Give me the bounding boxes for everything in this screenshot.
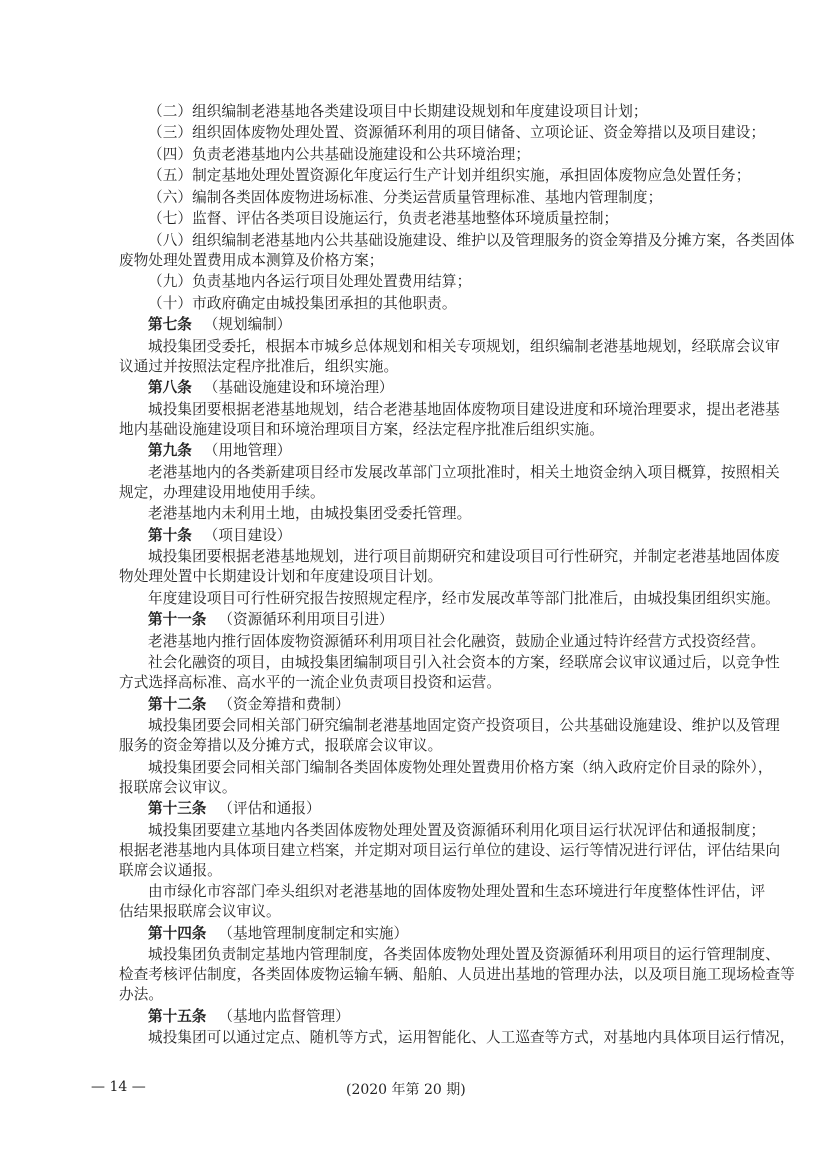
text-line: （八）组织编制老港基地内公共基础设施建设、维护以及管理服务的资金筹措及分摊方案，各类固体: [148, 231, 795, 249]
text-line: 议通过并按照法定程序批准后，组织实施。: [119, 357, 399, 375]
text-line: 联席会议通报。: [119, 861, 222, 879]
paragraph: [119, 272, 709, 292]
article-heading: [119, 526, 709, 546]
text-line: 年度建设项目可行性研究报告按照规定程序，经市发展改革等部门批准后，由城投集团组织实施。: [148, 589, 780, 607]
article-title: （资金筹措和费制）: [218, 695, 350, 713]
text-line: 城投集团要会同相关部门研究编制老港基地固定资产投资项目，公共基础设施建设、维护以及管理: [148, 717, 780, 734]
text-line: （九）负责基地内各运行项目处理处置费用结算；: [148, 273, 472, 290]
text-line: （六）编制各类固体废物进场标准、分类运营质量管理标准、基地内管理制度；: [148, 188, 663, 206]
paragraph: [119, 231, 795, 271]
paragraph: [119, 821, 781, 881]
paragraph: [119, 463, 780, 503]
text-line: 城投集团受委托，根据本市城乡总体规划和相关专项规划，组织编制老港基地规划，经联席会议审: [148, 337, 780, 355]
paragraph: [119, 145, 709, 165]
paragraph: [119, 166, 751, 186]
text-line: 城投集团可以通过定点、随机等方式，运用智能化、人工巡查等方式，对基地内具体项目运行情况，: [148, 1029, 795, 1046]
article-heading: [119, 441, 709, 461]
paragraph: [119, 758, 773, 798]
text-line: 城投集团要根据老港基地规划，结合老港基地固体废物项目建设进度和环境治理要求，提出老港基: [148, 400, 780, 418]
text-line: 废物处理处置费用成本测算及价格方案；: [119, 251, 384, 269]
paragraph: [119, 882, 766, 922]
paragraph: [119, 945, 795, 1005]
text-line: 老港基地内未利用土地，由城投集团受委托管理。: [148, 505, 472, 522]
text-line: 服务的资金筹措以及分摊方式，报联席会议审议。: [119, 737, 443, 754]
article-number: 第十五条: [148, 1007, 207, 1025]
paragraph: [119, 504, 709, 524]
paragraph: [119, 547, 780, 587]
article-heading: [119, 799, 709, 819]
paragraph: [119, 632, 766, 652]
article-heading: [119, 315, 709, 335]
paragraph: [119, 188, 709, 208]
text-line: 检查考核评估制度，各类固体废物运输车辆、船舶、人员进出基地的管理办法，以及项目施工现场检查等: [119, 966, 795, 983]
article-title: （基地管理制度制定和实施）: [218, 924, 409, 942]
text-line: 老港基地内的各类新建项目经市发展改革部门立项批准时，相关土地资金纳入项目概算，按照相关: [148, 463, 780, 481]
text-line: 估结果报联席会议审议。: [119, 903, 281, 920]
paragraph: [119, 102, 709, 122]
text-line: 城投集团负责制定基地内管理制度，各类固体废物处理处置及资源循环利用项目的运行管理制度、: [148, 946, 780, 963]
article-title: （项目建设）: [203, 526, 292, 544]
text-line: 物处理处置中长期建设计划和年度建设项目计划。: [119, 568, 443, 585]
paragraph: [119, 337, 780, 377]
text-line: （四）负责老港基地内公共基础设施建设和公共环境治理；: [148, 145, 531, 163]
text-line: 城投集团要根据老港基地规划，进行项目前期研究和建设项目可行性研究，并制定老港基地固体废: [148, 548, 780, 565]
text-line: 地内基础设施建设项目和环境治理项目方案，经法定程序批准后组织实施。: [119, 420, 604, 438]
article-number: 第九条: [148, 442, 192, 459]
text-line: 城投集团要建立基地内各类固体废物处理处置及资源循环利用化项目运行状况评估和通报制度；: [148, 821, 766, 839]
text-line: （十）市政府确定由城投集团承担的其他职责。: [148, 294, 457, 312]
article-number: 第十四条: [148, 924, 207, 942]
article-title: （基地内监督管理）: [218, 1007, 350, 1025]
article-heading: [119, 695, 709, 715]
text-line: （五）制定基地处理处置资源化年度运行生产计划并组织实施，承担固体废物应急处置任务；: [148, 167, 751, 184]
article-title: （基础设施建设和环境治理）: [203, 379, 394, 396]
text-line: 根据老港基地内具体项目建立档案，并定期对项目运行单位的建设、运行等情况进行评估，评估结果向: [119, 841, 781, 859]
text-line: 老港基地内推行固体废物资源循环利用项目社会化融资，鼓励企业通过特许经营方式投资经营。: [148, 632, 766, 650]
article-heading: [119, 1007, 709, 1027]
text-line: 报联席会议审议。: [119, 778, 237, 796]
article-number: 第八条: [148, 379, 192, 396]
article-number: 第十二条: [148, 695, 207, 713]
article-number: 第十条: [148, 526, 192, 544]
text-line: 方式选择高标准、高水平的一流企业负责项目投资和运营。: [119, 674, 502, 691]
paragraph: [119, 400, 780, 440]
article-heading: [119, 610, 709, 630]
text-line: 办法。: [119, 986, 164, 1003]
text-line: 社会化融资的项目，由城投集团编制项目引入社会资本的方案，经联席会议审议通过后，以竞争性: [148, 654, 780, 671]
paragraph: [119, 716, 780, 756]
text-line: （三）组织固体废物处理处置、资源循环利用的项目储备、立项论证、资金筹措以及项目建设；: [148, 124, 766, 141]
issue-label: (2020 年第 20 期): [346, 1082, 466, 1098]
text-line: 规定，办理建设用地使用手续。: [119, 483, 325, 501]
paragraph: [119, 653, 780, 693]
text-line: 城投集团要会同相关部门编制各类固体废物处理处置费用价格方案（纳入政府定价目录的除外），: [148, 758, 773, 776]
paragraph: [119, 1028, 795, 1048]
article-number: 第十三条: [148, 800, 207, 817]
article-title: （规划编制）: [203, 316, 292, 333]
article-heading: [119, 378, 709, 398]
article-title: （用地管理）: [203, 442, 292, 459]
paragraph: [119, 209, 709, 229]
page-number: — 14 —: [91, 1079, 146, 1095]
article-title: （评估和通报）: [218, 800, 321, 817]
article-number: 第十一条: [148, 611, 207, 628]
paragraph: [119, 294, 709, 314]
article-heading: [119, 924, 709, 944]
text-line: 由市绿化市容部门牵头组织对老港基地的固体废物处理处置和生态环境进行年度整体性评估，评: [148, 883, 766, 900]
article-number: 第七条: [148, 316, 192, 333]
article-title: （资源循环利用项目引进）: [218, 611, 394, 628]
document-body: [119, 100, 795, 1048]
text-line: （二）组织编制老港基地各类建设项目中长期建设规划和年度建设项目计划；: [148, 102, 648, 120]
text-line: （七）监督、评估各类项目设施运行，负责老港基地整体环境质量控制；: [148, 210, 619, 227]
paragraph: [119, 123, 766, 143]
paragraph: [119, 589, 780, 609]
